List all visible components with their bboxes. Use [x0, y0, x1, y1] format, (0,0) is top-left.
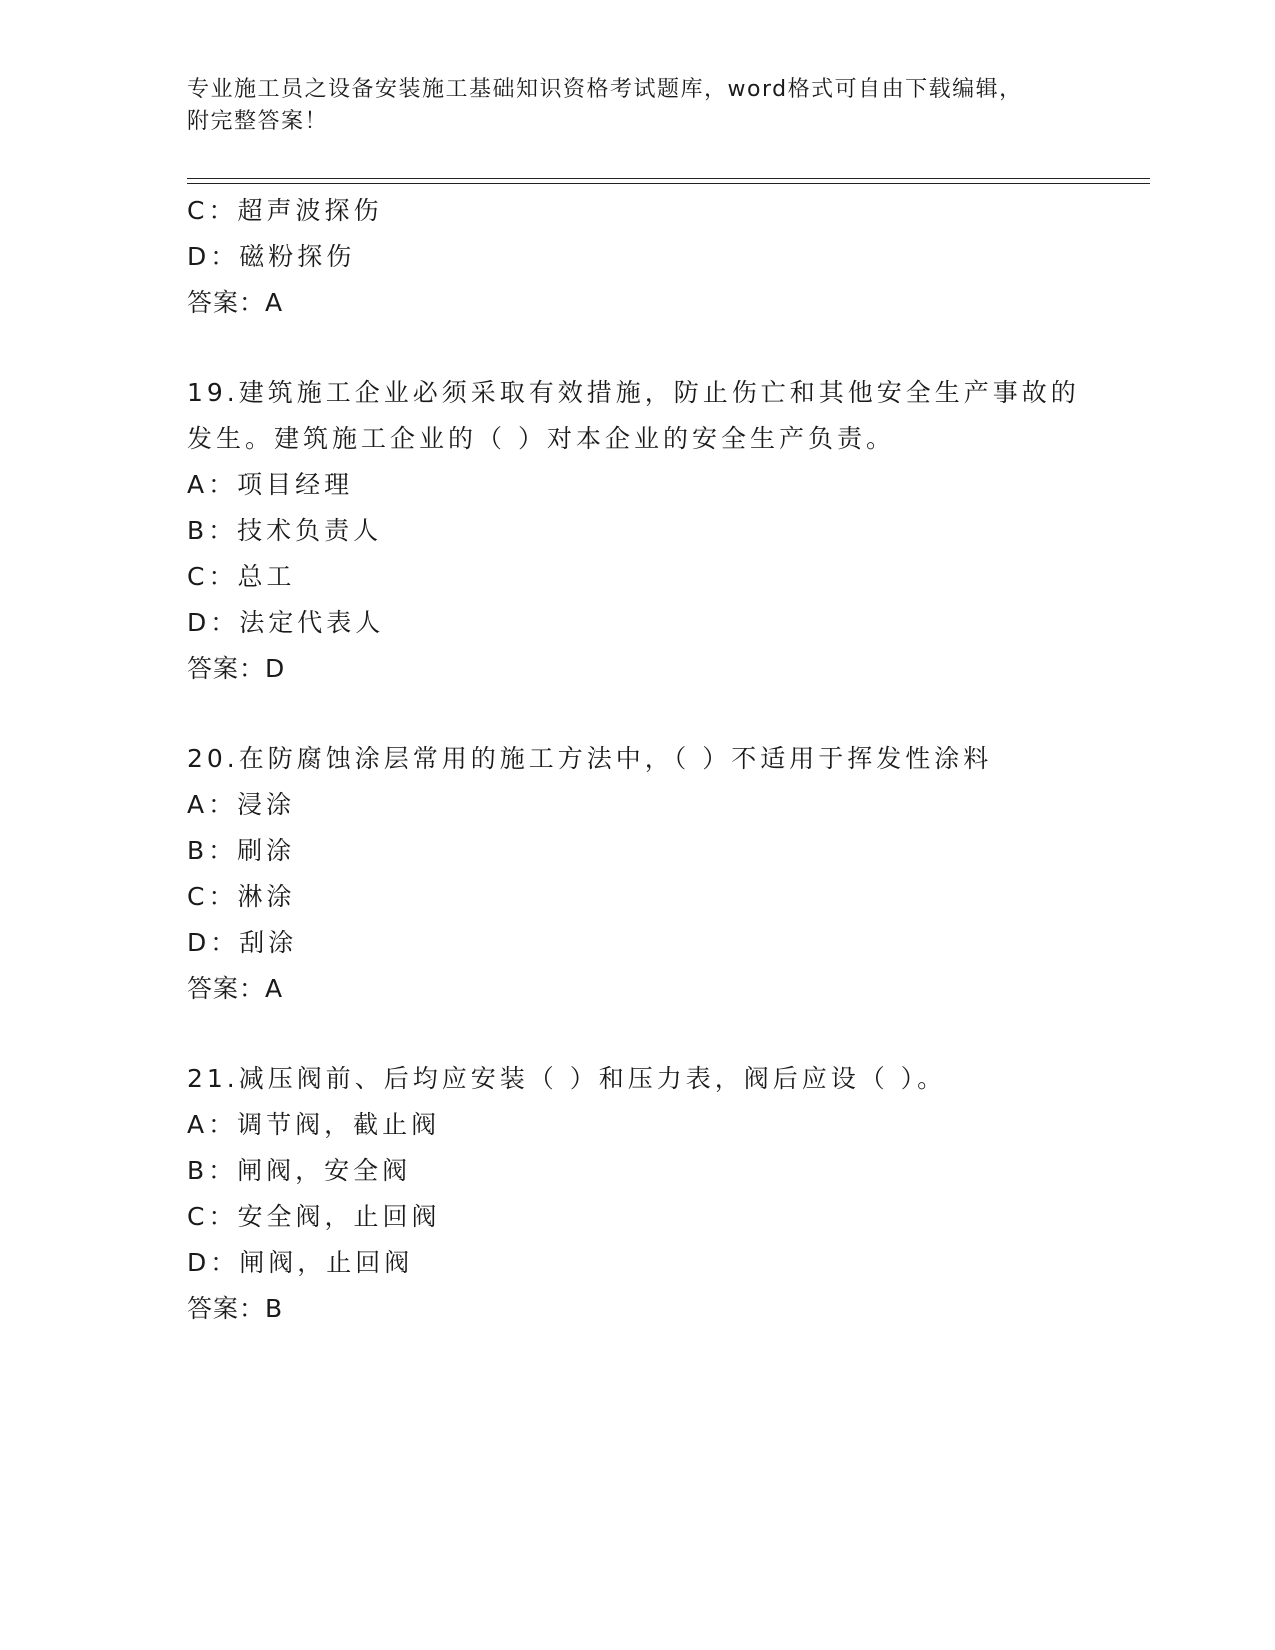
option-d: D：磁粉探伤 [187, 242, 356, 271]
question-20 [187, 736, 1137, 1012]
option-c: C：淋涂 [187, 882, 296, 911]
option-d: D：法定代表人 [187, 608, 385, 637]
answer-line: 答案：A [187, 974, 284, 1003]
document-body [187, 188, 1137, 1332]
answer-line: 答案：A [187, 288, 284, 317]
question-text-line: 21.减压阀前、后均应安装（ ）和压力表，阀后应设（ ）。 [187, 1064, 947, 1093]
option-b: B：刷涂 [187, 836, 296, 865]
header-rule-top [187, 178, 1150, 179]
question-19 [187, 370, 1137, 692]
option-a: A：项目经理 [187, 470, 354, 499]
header-line-2: 附完整答案！ [187, 109, 329, 134]
document-header [187, 74, 1087, 138]
question-text-line: 19.建筑施工企业必须采取有效措施，防止伤亡和其他安全生产事故的 [187, 378, 1080, 407]
spacer [187, 326, 1137, 370]
header-rule-bottom [187, 183, 1150, 184]
option-a: A：浸涂 [187, 790, 296, 819]
option-c: C：超声波探伤 [187, 196, 383, 225]
option-c: C：总工 [187, 562, 296, 591]
question-21 [187, 1056, 1137, 1332]
answer-line: 答案：D [187, 654, 286, 683]
spacer [187, 692, 1137, 736]
header-line-1: 专业施工员之设备安装施工基础知识资格考试题库，word格式可自由下载编辑， [187, 77, 1023, 102]
question-text-line: 20.在防腐蚀涂层常用的施工方法中，（ ）不适用于挥发性涂料 [187, 744, 993, 773]
option-d: D：闸阀，止回阀 [187, 1248, 414, 1277]
answer-line: 答案：B [187, 1294, 284, 1323]
option-a: A：调节阀，截止阀 [187, 1110, 441, 1139]
option-b: B：闸阀，安全阀 [187, 1156, 412, 1185]
continued-question [187, 188, 1137, 326]
option-b: B：技术负责人 [187, 516, 383, 545]
question-text-line: 发生。建筑施工企业的（ ）对本企业的安全生产负责。 [187, 424, 895, 453]
spacer [187, 1012, 1137, 1056]
option-c: C：安全阀，止回阀 [187, 1202, 441, 1231]
option-d: D：刮涂 [187, 928, 298, 957]
